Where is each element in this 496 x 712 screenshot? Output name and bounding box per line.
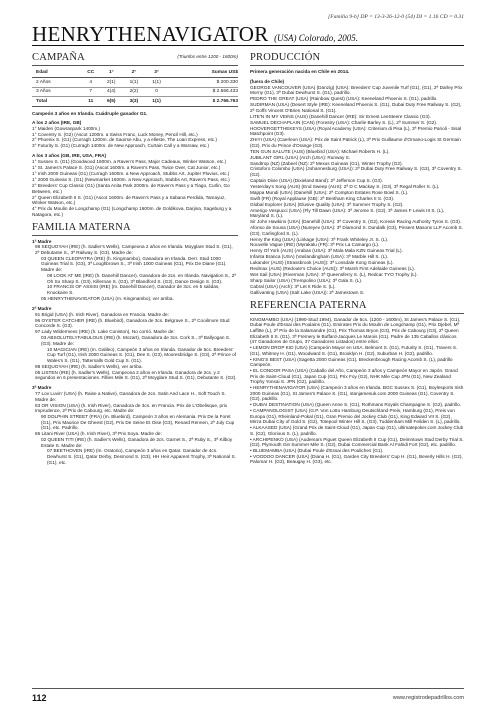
pedigree-entry: 77 Lov Luvin' (USA) (h. Raise a Native), Ganadora de 2cs. Satin And Lace H., Soft Touch S. Madre de: bbox=[35, 391, 226, 402]
progeny-entry: Cabral (USA) (Arch): 3ª Let It Ride S. (L). bbox=[250, 284, 336, 290]
progeny-entry: Sandtrop (NZ) (Zabeel (NZ): 2ª Mexus Guineas (G1), Winter Trophy (G2). bbox=[250, 160, 403, 166]
race-result: 1° Maiden (Gowranpark 1400m.) bbox=[32, 125, 101, 131]
campaign-section-title: CAMPAÑA (Triunfos entre 1200 - 1600m) bbox=[32, 52, 238, 66]
sire-progeny-entry: • ALKAASED (USA) (Grand Prix de Saint-Cloud (G1), Japan Cup (G1), ultimatepoker.com Jockey Club S. (G2), Glorious S. (L), padrillo. bbox=[250, 425, 464, 436]
progeny-entry: Sharp Sailor (USA) (Trempolino (USA): 3ª Gala S. (L). bbox=[250, 278, 363, 284]
table-cell: $ 2.766.763 bbox=[168, 97, 238, 107]
progeny-entry: SUDIRMAN (USA) (Desert Style (IRE): Keeneland Phoenix S. (G1), Dubai Duty Free Railway S. (G2), 2ª Goffs Vincent O'Brien National S. (G1). bbox=[250, 102, 462, 113]
progeny-entry: Cristoforo Colombo (USA) (Johannesburg (USA)): 2ª Dubai Duty Free Railway S. (G2), 3ª Coventry S. (G2). bbox=[250, 166, 462, 177]
paternal-list bbox=[250, 345, 464, 465]
sire-progeny-entry: • EL CONDOR PASA (USA) (Caballo del Año, Campeón 3 años y Campeón Mayor en Japón. Grand Prix de Saint-Cloud (G1), Japan Cup (G1), Prix Foy (G2), NHK Mile Cup JPN (G1), New Zealand Trophy Yonsai S. JPN (G2), padrillo. bbox=[250, 367, 458, 385]
paternal-section-title: REFERENCIA PATERNA bbox=[250, 300, 464, 314]
sire-progeny-entry: • LEMON DROP KID (USA) (Campeón Mayor en USA. Belmont S. (G1), Futurity S. (G1), Travers S. (G1), Whitney H. (G1), Woodward S. (G1), Brooklyn H. (G2), Suburban H. (G2), padrillo. bbox=[250, 345, 458, 356]
progeny-entry: Mappa Mundi (USA) (Danehill (USA): 2ª Compton Estates Rose Bowl S. (L). bbox=[250, 189, 409, 195]
family-line: [Familia 9-b] DP = 13-3-26-12-0 (54) DI = 1.16 CD = 0.31 bbox=[328, 14, 464, 20]
race-result: 1° Sussex S. (G1) (Goodwood 1600m. a Raven's Pass, Major Cadeaux, Winker Watson, etc.) bbox=[32, 159, 227, 165]
dam-heading: 1ª Madre bbox=[32, 238, 52, 244]
table-cell: Total bbox=[32, 97, 82, 107]
table-cell: $ 2.566.433 bbox=[168, 87, 238, 97]
progeny-entry: Nouvelle Vague (IRE) (Myrakalu (FR): 3ª Prix La Camargo (L). bbox=[250, 242, 380, 248]
sire-progeny-entry: • DUBAI DESTINATION (USA) (Queen Anne S. (G1), Rothmans Royals Champagne S. (G2), padrillo. bbox=[250, 402, 462, 408]
paternal-intro: KINGMAMBO (USA) (1990-Stud 1994), Ganador de 5cs. (1200 - 1600m), St James's Palace S. (G1), Dubai Poule d'Essai des Poulains (G1), Emirates Prix du Moulin de Longchamp (G1), Prix Djebel, Mª Laffitte (L), 2ª Prix de la Salamandre (G1), Prix Thomas Bryon (G3), Prix de Cabourg (G3), 2ª Queen Elizabeth II S. (G1), 3ª Fremery le Buffard-Jacques Le Marois (G1). Padre de 135 Caballos clásicos (47 Ganadores de Grupo, 37 Ganadores Listados) entre ellos: bbox=[250, 316, 461, 345]
progeny-entry: Wet Sail (USA) (Riverman (USA): 3ª Queensferry S. (L), Redcar TYO Trophy (L). bbox=[250, 272, 418, 278]
bottom-rule bbox=[32, 688, 464, 689]
table-cell: 2 Años bbox=[32, 77, 82, 87]
progeny-entry: SAMUEL DECHAPLAIN (CAN) (Forestry (USA): Charlie Barley S. (L), 2ª Summer S. (G2). bbox=[250, 119, 438, 125]
campaign-year-heading: A los 2 años (IRE, GB) bbox=[32, 119, 82, 125]
table-cell: 1(1) bbox=[145, 97, 168, 107]
production-intro: Primera generación nacida en Chile en 2014. bbox=[250, 69, 350, 74]
right-column bbox=[250, 52, 464, 465]
pedigree-entry: 03 QUEEN CLEOPATRA (IRE) (h. Kingmambo), Ganadora en Irlanda. Derr. Stud 1000 Guineas Trial S. (G3), 3ª Loughbrown S., 3ª Irish 1000 Guineas (G1), Prix De Diane (G1). Madre de: bbox=[41, 255, 227, 273]
table-cell: 1(1) bbox=[145, 77, 168, 87]
race-result: 1° Coventry S. (G2) (Ascot 1200m. a Swiss Franc, Luck Money, Pencil Hill, etc.) bbox=[32, 131, 198, 137]
pedigree-entry: 05 HENRYTHENAVIGATOR (USA) (m. Kingmambo), ver arriba. bbox=[41, 295, 174, 301]
table-header-cell: Sumas US$ bbox=[168, 69, 238, 77]
race-result: 4° Prix du Moulin de Longchamp (G1) (Longchamp 1600m. de Goldikova, Darjina, Sageburg y a Natagora, etc.) bbox=[32, 206, 232, 217]
table-cell: 1(1) bbox=[123, 77, 146, 87]
race-result: 3° Futurity S. (G1) (Curragh 1400m. de New Approach, Curtain Call y a Warsaw, etc.) bbox=[32, 143, 210, 149]
pedigree-entry: 98 SEQUOYAH (IRE) (h. Sadler's Wells), ver arriba. bbox=[35, 363, 143, 369]
production-section-title: PRODUCCIÓN bbox=[250, 52, 464, 66]
table-cell: 0 bbox=[145, 87, 168, 97]
pedigree-entry: 08 LOOK AT ME (IRE) (h. Danehill Dancer), Ganadora de 2cs. en Irlanda. Navigation S., 2ª Oh So Sharp S. (G3), Killernan S. (G3), 3ª Blandford S. (G2), Dance Design S. (G3). bbox=[47, 272, 237, 284]
table-header-cell: 3° bbox=[145, 69, 168, 77]
left-column bbox=[32, 52, 238, 465]
pedigree-entry: 97 Lady Wildermess (IRE) (h. Lake Coniston), No corrió. Madre de: bbox=[35, 329, 175, 335]
pedigree-entry: 10 MAGICIAN (IRE) (m. Galileo), Campeón 3 años en Irlanda. Ganador de 5cs. Breeders' Cup Turf (G1), Irish 2000 Guineas S. (G1), Dee S. (G3), Mooresbridge S. (G3), 2ª Prince of Wales's S. (G1), Tattersalls Gold Cup S. (G1). bbox=[47, 346, 237, 363]
campaign-note: (Triunfos entre 1200 - 1600m) bbox=[177, 54, 238, 59]
pedigree-entry: 91 Brigid (USA) (h. Irish River), Ganadora en Francia. Madre de: bbox=[35, 311, 169, 317]
dam-heading: 3ª Madre bbox=[32, 385, 52, 391]
table-cell: 3(3) bbox=[123, 97, 146, 107]
campaign-summary: Campeón 3 años en Irlanda. Cuádruple ganador G1. bbox=[32, 111, 148, 117]
sire-progeny-entry: • HENRYTHENAVIGATOR (USA) (Campeón 3 años en Irlanda. BGC Sussex S. (G1), Boylesports Irish 2000 Guineas (G1), St James's Palace S. (G1), stanjamesuk.com 2000 Guineas (G1), Coventry S. (G2), padrillo. bbox=[250, 385, 464, 402]
pedigree-entry: 96 OYSTER CATCHER (IRE) (h. Bluebird), Ganadora de 3cs. Belgrave S., 2ª Cooilmore Stud Concorde S. (G3). bbox=[35, 317, 230, 329]
pedigree-entry: 03 ABSOLUTELYFABULOUS (IRE) (h. Mozart), Ganadora de 3cs. Cork S., 3ª Ballyogan S. (G3). Madre de: bbox=[41, 335, 231, 346]
pedigree-entry: 02 QUEEN TITI (IRE) (h. Sadler's Wells), Ganadora de 2cs. Garnet S., 2ª Ruby S., 3ª Kilboy Estate S. Madre de: bbox=[41, 436, 233, 448]
race-result: 2° Queen Elizabeth II S. (G1) (Ascot 1600m. de Raven's Pass y a Sabana Perdida, Tamayuz, Winker Watson, etc.) bbox=[32, 194, 226, 206]
table-total-row bbox=[32, 97, 238, 107]
campaign-year-heading: A los 3 años (GB, IRE, USA, FRA) bbox=[32, 153, 107, 159]
progeny-entry: Captain Dixie (USA) (Dixieland Band): 2ª Jefferson Cup S. (G3). bbox=[250, 177, 383, 183]
table-row bbox=[32, 87, 238, 97]
table-cell: 4 bbox=[82, 77, 100, 87]
page-number: 112 bbox=[32, 693, 47, 703]
progeny-entry: Swift (FR) (Royal Applause (GB): 2ª Bentham King Charles II S. (G3). bbox=[250, 195, 395, 201]
table-header-cell: 2° bbox=[123, 69, 146, 77]
pedigree-entry: 83 OR VISION (USA) (h. Irish River), Ganadora de 3cs. en Francia. Prix de L'Obelisque, prix Imprudence, 2ª Prix de Cabourg, etc. Madre de: bbox=[35, 402, 228, 414]
campaign-details bbox=[32, 120, 238, 217]
horse-name: HENRYTHENAVIGATOR bbox=[32, 22, 269, 46]
table-cell: 7 bbox=[82, 87, 100, 97]
table-cell: 11 bbox=[82, 97, 100, 107]
pedigree-entry: 90 DOLPHIN STREET (FRA) (m. Bluebird), Campeón 3 años en Alemania. Prix De la Foret (G1), Prix Maurice De Gheest (G2), Prix De Seine Et Oise (G3), Renard Rennen, 2ª July Cup (G1), etc. Padrillo. bbox=[41, 414, 235, 431]
progeny-entry: Amerigo Vespucci (USA) (Fly Till Dawn (USA): 3ª Jerome S. (G2), 3ª James F Lewis III S. (L), Maryland S. (L). bbox=[250, 207, 445, 219]
dam-heading: 2ª Madre bbox=[32, 305, 52, 311]
sire-progeny-entry: • CAMPANOLOGIST (USA) (G.P. Von Lotto Hamburg Deutschland Preis, Hamburg (G1), Preis von Europa (G1), Rheinland-Pokal (G1), Gran Premio del Jockey Club (G1), King Edward VII S. (G2), Mirza Dubai City of Gold S. (G2), Totepool Winter Hill S. (G3), Tuddenham Mill Feilden S. (L), padrillo. bbox=[250, 407, 461, 425]
campaign-table bbox=[32, 69, 238, 107]
table-cell: 4(4) bbox=[100, 87, 123, 97]
progeny-entry: JUBILANT GIRL (USA) (Arch (USA): Runway S. bbox=[250, 154, 351, 160]
table-header-cell: 1° bbox=[100, 69, 123, 77]
progeny-entry: PEDRO THE GREAT (USA) (Rainbow Quest) (USA): Keeneland Phoenix S. (G1), padrillo. bbox=[250, 96, 438, 102]
sire-progeny-entry: • ARCHIPENKO (USA) (Audemars Piguet Queen Elizabeth II Cup (G1), Deimntown Stud Derby Trial S. (G2), Plymouth Gin Summer Mile S. (G2), Dubai Commercial Bank Al Fahidi Fort (G2), etc. padrillo. bbox=[250, 436, 464, 448]
sire-progeny-entry: • KING'S BEST (USA) (Sagetta 2000 Guineas (G1), Breckenbrough Racing Acomb S. (L), padrillo Campeón. bbox=[250, 356, 453, 368]
production-subhead: (fuera de Chile) bbox=[250, 78, 285, 84]
race-result: 1° 2000 Guineas S. (G1) (Newmarket 1600m. a New Approach, Stubbs Art, Raven's Pass, etc.) bbox=[32, 177, 230, 183]
table-cell: 2(2) bbox=[123, 87, 146, 97]
progeny-entry: LITE'N IN MY VEINS (AUS) (Danehill Dancer (IRE): Sir Ernest LeeSteere Classic (G3). bbox=[250, 113, 431, 119]
progeny-entry: TEN GUN SALUTE (AUS) (Bluebird (USA): Michael Roberts H. (L). bbox=[250, 148, 390, 154]
progeny-entry: HOOVERGETTHEKEYS (USA) (Royal Academy (USA): Criterium di Pisa (L), 3ª Premio Parioli - Sisal Matchpoint (G3). bbox=[250, 125, 462, 137]
progeny-entry: Infanta Branca (USA) (Vanlandingham (USA): 3ª Marble Hill S. (L). bbox=[250, 254, 389, 260]
race-result: 1° St. James's Palace S. (G1) (Ascot 1600m. a Raven's Pass, Twice Over, Cat Junior, etc.) bbox=[32, 165, 221, 171]
table-cell: 6(5) bbox=[100, 97, 123, 107]
table-cell: 3 Años bbox=[32, 87, 82, 97]
progeny-entry: Gallivanting (USA) (Salt Lake (USA)): 2ª Jamestown S. bbox=[250, 289, 365, 295]
horse-origin: (USA) Colorado, 2005. bbox=[274, 33, 359, 43]
pedigree-entry: 98 SEQUOYAH (IRE) (h. Sadler's Wells), Campeona 2 años en Irlanda. Moyglare Stud S. (G1), 2ª Debutante S., 3ª Railway S. (G3). Madre de: bbox=[35, 244, 233, 255]
progeny-entry: ZHIYI (USA) (Caerleon (USA): Prix de Saint Patrick (L), 3ª Prix Guillaume d'Ornano-Logis St Germain (G2), Prix du Prince d'Orange (G3). bbox=[250, 137, 461, 148]
pedigree-entry: 86 Litani River (USA) (h. Irish River), 3ª Prix Soya. Madre de: bbox=[35, 431, 162, 437]
top-rule bbox=[32, 45, 464, 46]
maternal-section-title: FAMILIA MATERNA bbox=[32, 222, 238, 236]
table-cell: 2(1) bbox=[100, 77, 123, 87]
table-cell: $ 200.330 bbox=[168, 77, 238, 87]
sire-progeny-entry: • VOODOO DANCER (USA) (Diana H. (G1), Garden City Breeders' Cup H. (G1), Beverly Hills H. (G2), Palomar H. (G2), Beaugay H. (G3), etc. bbox=[250, 453, 463, 465]
progeny-entry: Redmax (AUS) (Redoute's Choice (AUS)): 3ª Marsh First Adelaide Guineas (L). bbox=[250, 266, 415, 272]
progeny-entry: GEORGE VANCOUVER (USA) (Danzig) (USA): Breeders' Cup Juvenile Turf (G1), (G1), 2ª Darley Prix Morny (G1), 3ª Dubai Dewhurst S. (G1), padrillo. bbox=[250, 84, 463, 96]
maternal-details bbox=[32, 239, 238, 466]
table-header-cell: CC bbox=[82, 69, 100, 77]
race-result: 1° Irish 2000 Guineas (G1) (Curragh 1600m. a New Approach, Stubbs Art, Jupiter Pluvius, etc.) bbox=[32, 171, 230, 177]
race-result: 2° Breeders' Cup Classic (G1) (Santa Anita Park 2000m. de Raven's Pass y a Tiago, Curlin, Go Between, etc.) bbox=[32, 183, 230, 194]
progeny-entry: Yesterday's Song (AUS) (End Sweep (AUS): 2ª D C Mackay S. (G3), 3ª Regal Roller S. (L). bbox=[250, 183, 440, 189]
progeny-entry: Lukander (AUS) (Strassbrook (AUS)): 3ª Lonsdale Kong Guineas (L). bbox=[250, 260, 394, 266]
table-header-cell: Edad bbox=[32, 69, 82, 77]
progeny-entry: Sir John Hawkins (USA) (Danehill (USA): 3ª Coventry S. (G2), Korean Racing Authority Tyros S. (G3). bbox=[250, 219, 462, 225]
table-row bbox=[32, 77, 238, 87]
progeny-entry: Global Explorer (USA) (Elusive Quality (USA): 3ª Summer Trophy S. (G2). bbox=[250, 201, 404, 207]
pedigree-entry: 10 FRANCIS OF ASSISI (IRE) (m. Danehill Dancer), Ganador de 3cs. en 5 salidas, Knockaire S. bbox=[47, 284, 220, 295]
progeny-entry: Henry Of York (AUS) (Arabas (USA): 3ª Mala Mala KZN Guineas Trial (L). bbox=[250, 248, 403, 254]
sire-progeny-entry: • BLUEMAMBA (USA) (Dubai Poule d'Essai des Pouliches (G1). bbox=[250, 447, 384, 453]
pedigree-entry: 05 LISTEN (IRE) (h. Sadler's Wells), Campeona 2 años en Irlanda. Ganadora de 2cs. y 2 segundos en 6 presentaciones. Fillies Mile S. (G1), 2ª Moyglare Stud S. (G1), Debutante S. (G2). bbox=[35, 369, 237, 381]
horse-title bbox=[32, 22, 358, 47]
website-url: www.registrodepadrillos.com bbox=[392, 695, 464, 701]
production-list bbox=[250, 85, 464, 296]
progeny-entry: Afonso de Sousa (USA) (Nureyev (USA): 3ª Diamond S. Dundalk (G3), Pinsent Masons LLP Acomb S. (G3), Carlingford S. (L). bbox=[250, 225, 463, 236]
pedigree-entry: 07 BEETHOVEN (IRE) (m. Oratorio), Campeón 3 años en Qatar. Ganador de 4cs. Dewhurst S. (G1), Qatar Derby, Desmond S. (G3), HH Heir Apparent Trophy, 3ª National S. (G1), etc. bbox=[47, 448, 236, 465]
race-result: 2° Phoenix S. (G1) (Curragh 1200m. de Saoirse Abu, y a elleste, The Loan Express, etc.) bbox=[32, 137, 217, 143]
progeny-entry: Henry the King (USA) (Linkage (USA): 3ª Frank Whiteley Jr. S. (L). bbox=[250, 236, 389, 242]
